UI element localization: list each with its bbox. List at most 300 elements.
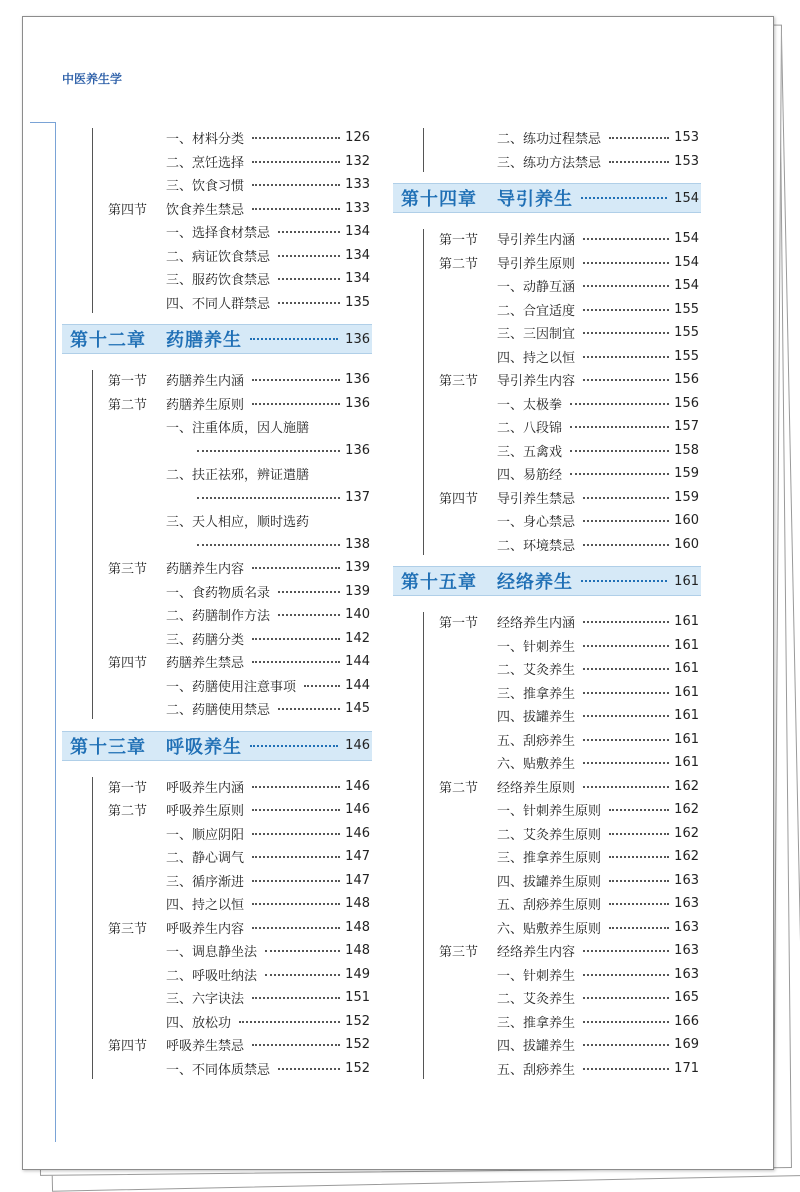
dot-leader [252, 927, 340, 929]
toc-item-row[interactable] [393, 126, 701, 150]
toc-item-row[interactable] [393, 321, 701, 345]
item-title: 二、练功过程禁忌 [497, 132, 602, 148]
dot-leader [570, 473, 669, 475]
dot-leader [609, 927, 669, 929]
chapter-heading[interactable] [393, 183, 701, 213]
item-title: 二、烹饪选择 [166, 155, 245, 171]
page-number: 139 [345, 560, 370, 576]
toc-item-row[interactable] [393, 1057, 701, 1081]
page-number: 163 [674, 919, 699, 935]
toc-item-row[interactable] [62, 603, 372, 627]
dot-leader [583, 1044, 669, 1046]
page-number: 171 [674, 1060, 699, 1076]
page-number: 152 [345, 1037, 370, 1053]
section-number: 第一节 [439, 233, 479, 249]
chapter-heading[interactable] [393, 566, 701, 596]
dot-leader [583, 762, 669, 764]
page-number: 161 [674, 661, 699, 677]
chapter-page-number: 161 [674, 573, 699, 589]
dot-leader [197, 544, 340, 546]
dot-leader [252, 161, 340, 163]
dot-leader [583, 285, 669, 287]
dot-leader [278, 255, 340, 257]
item-title: 一、顺应阴阳 [166, 827, 245, 843]
toc-item-row[interactable] [62, 845, 372, 869]
page-number: 161 [674, 755, 699, 771]
item-title: 二、八段锦 [497, 421, 563, 437]
page-number: 138 [345, 536, 370, 552]
chapter-title: 呼吸养生 [166, 736, 242, 758]
item-title: 四、不同人群禁忌 [166, 296, 271, 312]
dot-leader [609, 880, 669, 882]
page-number: 147 [345, 849, 370, 865]
dot-leader [252, 786, 340, 788]
section-title: 药膳养生内涵 [166, 374, 245, 390]
dot-leader [252, 1044, 340, 1046]
toc-item-row[interactable] [62, 509, 372, 533]
toc-section-row[interactable] [62, 775, 372, 799]
section-title: 导引养生内容 [497, 374, 576, 390]
chapter-number: 第十四章 [401, 189, 477, 210]
toc-item-row[interactable] [393, 439, 701, 463]
page-number: 152 [345, 1060, 370, 1076]
item-title: 二、静心调气 [166, 851, 245, 867]
page-number: 134 [345, 247, 370, 263]
section-number: 第二节 [108, 397, 148, 413]
dot-leader [581, 197, 667, 199]
dot-leader [583, 786, 669, 788]
dot-leader [252, 661, 340, 663]
dot-leader [265, 950, 340, 952]
toc-item-row[interactable] [393, 634, 701, 658]
page-number: 165 [674, 990, 699, 1006]
page-number: 162 [674, 802, 699, 818]
toc-item-row[interactable] [393, 298, 701, 322]
dot-leader [583, 645, 669, 647]
page-number: 154 [674, 278, 699, 294]
toc-item-row[interactable] [62, 462, 372, 486]
toc-continuation-row[interactable] [62, 486, 372, 510]
toc-item-row[interactable] [393, 392, 701, 416]
toc-item-row[interactable] [393, 845, 701, 869]
toc-section-row[interactable] [393, 227, 701, 251]
page-number: 161 [674, 614, 699, 630]
toc-section-row[interactable] [62, 392, 372, 416]
section-number: 第四节 [439, 491, 479, 507]
chapter-page-number: 154 [674, 190, 699, 206]
page-number: 149 [345, 966, 370, 982]
item-title: 一、不同体质禁忌 [166, 1062, 271, 1078]
toc-item-row[interactable] [393, 704, 701, 728]
toc-item-row[interactable] [393, 274, 701, 298]
item-title: 一、针刺养生原则 [497, 804, 602, 820]
toc-item-row[interactable] [62, 173, 372, 197]
page-number: 134 [345, 271, 370, 287]
page-number: 163 [674, 896, 699, 912]
chapter-heading[interactable] [62, 731, 372, 761]
section-title: 药膳养生禁忌 [166, 656, 245, 672]
item-title: 三、天人相应，顺时选药 [166, 515, 310, 531]
dot-leader [278, 708, 340, 710]
dot-leader [583, 692, 669, 694]
dot-leader [609, 833, 669, 835]
section-title: 呼吸养生内容 [166, 921, 245, 937]
toc-item-row[interactable] [62, 126, 372, 150]
page-number: 163 [674, 872, 699, 888]
item-title: 一、注重体质，因人施膳 [166, 421, 310, 437]
item-title: 二、病证饮食禁忌 [166, 249, 271, 265]
dot-leader [252, 567, 340, 569]
dot-leader [583, 262, 669, 264]
page-number: 145 [345, 701, 370, 717]
item-title: 四、易筋经 [497, 468, 563, 484]
dot-leader [583, 1021, 669, 1023]
section-title: 呼吸养生禁忌 [166, 1039, 245, 1055]
toc-item-row[interactable] [393, 533, 701, 557]
toc-item-row[interactable] [393, 822, 701, 846]
toc-section-row[interactable] [62, 916, 372, 940]
section-number: 第二节 [439, 780, 479, 796]
chapter-number: 第十二章 [70, 330, 146, 351]
item-title: 二、合宜适度 [497, 303, 576, 319]
item-title: 三、服药饮食禁忌 [166, 273, 271, 289]
toc-section-row[interactable] [62, 556, 372, 580]
toc-item-row[interactable] [393, 892, 701, 916]
item-title: 一、食药物质名录 [166, 585, 271, 601]
group-rule [423, 229, 424, 555]
page-number: 148 [345, 896, 370, 912]
toc-section-row[interactable] [393, 486, 701, 510]
section-number: 第一节 [439, 616, 479, 632]
dot-leader [252, 208, 340, 210]
toc-section-row[interactable] [62, 798, 372, 822]
toc-section-row[interactable] [393, 939, 701, 963]
dot-leader [252, 184, 340, 186]
dot-leader [278, 1068, 340, 1070]
page-number: 155 [674, 301, 699, 317]
toc-section-row[interactable] [62, 1033, 372, 1057]
dot-leader [583, 715, 669, 717]
page-number: 139 [345, 583, 370, 599]
page-number: 161 [674, 708, 699, 724]
toc-item-row[interactable] [62, 674, 372, 698]
dot-leader [278, 278, 340, 280]
page-number: 154 [674, 254, 699, 270]
page-number: 155 [674, 348, 699, 364]
section-number: 第三节 [108, 562, 148, 578]
page-number: 136 [345, 442, 370, 458]
section-title: 饮食养生禁忌 [166, 202, 245, 218]
section-number: 第三节 [108, 921, 148, 937]
page-number: 135 [345, 294, 370, 310]
dot-leader [570, 450, 669, 452]
margin-rule-tick [30, 122, 55, 123]
dot-leader [252, 403, 340, 405]
toc-item-row[interactable] [393, 345, 701, 369]
dot-leader [278, 591, 340, 593]
section-title: 药膳养生原则 [166, 397, 245, 413]
chapter-title: 导引养生 [497, 189, 573, 210]
item-title: 三、饮食习惯 [166, 179, 245, 195]
item-title: 五、刮痧养生原则 [497, 898, 602, 914]
item-title: 三、五禽戏 [497, 444, 563, 460]
item-title: 三、药膳分类 [166, 632, 245, 648]
section-number: 第三节 [439, 945, 479, 961]
dot-leader [609, 161, 669, 163]
page-number: 161 [674, 684, 699, 700]
section-title: 经络养生原则 [497, 780, 576, 796]
dot-leader [583, 739, 669, 741]
page-number: 132 [345, 153, 370, 169]
group-rule [92, 777, 93, 1079]
dot-leader [239, 1021, 340, 1023]
group-rule [423, 128, 424, 172]
dot-leader [583, 997, 669, 999]
toc-section-row[interactable] [393, 775, 701, 799]
toc-item-row[interactable] [62, 939, 372, 963]
dot-leader [609, 903, 669, 905]
running-head: 中医养生学 [62, 72, 123, 86]
toc-item-row[interactable] [62, 892, 372, 916]
section-number: 第四节 [108, 656, 148, 672]
toc-item-row[interactable] [62, 291, 372, 315]
toc-item-row[interactable] [393, 728, 701, 752]
dot-leader [583, 309, 669, 311]
toc-item-row[interactable] [62, 627, 372, 651]
chapter-page-number: 136 [345, 331, 370, 347]
dot-leader [252, 379, 340, 381]
toc-item-row[interactable] [393, 681, 701, 705]
toc-item-row[interactable] [62, 822, 372, 846]
dot-leader [609, 809, 669, 811]
toc-item-row[interactable] [62, 267, 372, 291]
toc-section-row[interactable] [62, 368, 372, 392]
dot-leader [278, 231, 340, 233]
toc-item-row[interactable] [393, 1010, 701, 1034]
dot-leader [609, 856, 669, 858]
section-title: 经络养生内容 [497, 945, 576, 961]
chapter-title: 药膳养生 [166, 330, 242, 351]
toc-continuation-row[interactable] [62, 439, 372, 463]
toc-item-row[interactable] [393, 462, 701, 486]
dot-leader [250, 745, 338, 747]
toc-continuation-row[interactable] [62, 533, 372, 557]
page-number: 161 [674, 731, 699, 747]
toc-item-row[interactable] [393, 963, 701, 987]
dot-leader [252, 903, 340, 905]
chapter-page-number: 146 [345, 738, 370, 753]
section-number: 第三节 [439, 374, 479, 390]
item-title: 四、放松功 [166, 1015, 232, 1031]
toc-item-row[interactable] [62, 1010, 372, 1034]
chapter-number: 第十五章 [401, 572, 477, 593]
section-title: 经络养生内涵 [497, 616, 576, 632]
section-number: 第二节 [108, 804, 148, 820]
page-number: 146 [345, 802, 370, 818]
item-title: 三、推拿养生 [497, 686, 576, 702]
toc-item-row[interactable] [62, 986, 372, 1010]
toc-item-row[interactable] [393, 986, 701, 1010]
item-title: 二、艾灸养生 [497, 992, 576, 1008]
section-title: 呼吸养生原则 [166, 804, 245, 820]
dot-leader [581, 580, 667, 582]
toc-item-row[interactable] [393, 415, 701, 439]
page-number: 159 [674, 489, 699, 505]
dot-leader [252, 833, 340, 835]
group-rule [423, 612, 424, 1079]
page-number: 153 [674, 130, 699, 146]
page-number: 162 [674, 825, 699, 841]
section-number: 第二节 [439, 256, 479, 272]
group-rule [92, 370, 93, 719]
toc-item-row[interactable] [393, 751, 701, 775]
page-number: 134 [345, 224, 370, 240]
dot-leader [583, 974, 669, 976]
margin-rule [55, 122, 56, 1142]
chapter-heading[interactable] [62, 324, 372, 354]
page-number: 133 [345, 177, 370, 193]
item-title: 六、贴敷养生 [497, 757, 576, 773]
section-title: 导引养生原则 [497, 256, 576, 272]
item-title: 四、持之以恒 [497, 350, 576, 366]
page-number: 163 [674, 966, 699, 982]
toc-section-row[interactable] [62, 650, 372, 674]
item-title: 三、三因制宜 [497, 327, 576, 343]
toc-item-row[interactable] [62, 220, 372, 244]
item-title: 一、材料分类 [166, 132, 245, 148]
section-number: 第一节 [108, 780, 148, 796]
item-title: 六、贴敷养生原则 [497, 921, 602, 937]
item-title: 五、刮痧养生 [497, 1062, 576, 1078]
dot-leader [583, 544, 669, 546]
toc-item-row[interactable] [62, 244, 372, 268]
toc-section-row[interactable] [393, 368, 701, 392]
section-number: 第四节 [108, 1039, 148, 1055]
item-title: 二、艾灸养生原则 [497, 827, 602, 843]
dot-leader [583, 668, 669, 670]
item-title: 一、动静互涵 [497, 280, 576, 296]
section-number: 第一节 [108, 374, 148, 390]
page-number: 162 [674, 849, 699, 865]
toc-item-row[interactable] [62, 697, 372, 721]
page-number: 156 [674, 395, 699, 411]
chapter-number: 第十三章 [70, 736, 146, 758]
toc-item-row[interactable] [62, 963, 372, 987]
item-title: 三、推拿养生原则 [497, 851, 602, 867]
toc-column-left [62, 126, 372, 1080]
section-title: 药膳养生内容 [166, 562, 245, 578]
item-title: 一、调息静坐法 [166, 945, 258, 961]
dot-leader [197, 450, 340, 452]
toc-section-row[interactable] [62, 197, 372, 221]
toc-item-row[interactable] [62, 150, 372, 174]
toc-item-row[interactable] [62, 415, 372, 439]
page-number: 151 [345, 990, 370, 1006]
page-number: 169 [674, 1037, 699, 1053]
item-title: 四、持之以恒 [166, 898, 245, 914]
dot-leader [265, 974, 340, 976]
toc-item-row[interactable] [62, 869, 372, 893]
dot-leader [197, 497, 340, 499]
dot-leader [252, 137, 340, 139]
page-number: 155 [674, 325, 699, 341]
toc-item-row[interactable] [393, 916, 701, 940]
page-number: 161 [674, 637, 699, 653]
item-title: 三、练功方法禁忌 [497, 155, 602, 171]
group-rule [92, 128, 93, 313]
toc-item-row[interactable] [393, 150, 701, 174]
page-number: 163 [674, 943, 699, 959]
toc-item-row[interactable] [393, 798, 701, 822]
page-number: 148 [345, 943, 370, 959]
page-number: 133 [345, 200, 370, 216]
dot-leader [252, 638, 340, 640]
page-number: 160 [674, 513, 699, 529]
dot-leader [583, 332, 669, 334]
page-number: 158 [674, 442, 699, 458]
toc-item-row[interactable] [62, 1057, 372, 1081]
dot-leader [304, 685, 340, 687]
page-number: 147 [345, 872, 370, 888]
dot-leader [252, 856, 340, 858]
page-number: 126 [345, 130, 370, 146]
page-number: 166 [674, 1013, 699, 1029]
dot-leader [609, 137, 669, 139]
page-number: 146 [345, 778, 370, 794]
item-title: 一、针刺养生 [497, 639, 576, 655]
dot-leader [278, 302, 340, 304]
dot-leader [250, 338, 338, 340]
toc-item-row[interactable] [393, 657, 701, 681]
dot-leader [583, 497, 669, 499]
item-title: 一、身心禁忌 [497, 515, 576, 531]
item-title: 二、艾灸养生 [497, 663, 576, 679]
item-title: 二、扶正祛邪，辨证遣膳 [166, 468, 310, 484]
section-title: 导引养生内涵 [497, 233, 576, 249]
page-number: 137 [345, 489, 370, 505]
item-title: 一、药膳使用注意事项 [166, 679, 297, 695]
item-title: 三、推拿养生 [497, 1015, 576, 1031]
page-number: 136 [345, 395, 370, 411]
toc-column-right [393, 126, 701, 1080]
chapter-title: 经络养生 [497, 572, 573, 593]
dot-leader [278, 614, 340, 616]
toc-section-row[interactable] [393, 610, 701, 634]
dot-leader [583, 356, 669, 358]
dot-leader [583, 950, 669, 952]
item-title: 一、选择食材禁忌 [166, 226, 271, 242]
page-number: 140 [345, 607, 370, 623]
dot-leader [583, 1068, 669, 1070]
item-title: 四、拔罐养生原则 [497, 874, 602, 890]
item-title: 三、六字诀法 [166, 992, 245, 1008]
toc-section-row[interactable] [393, 251, 701, 275]
page-number: 136 [345, 372, 370, 388]
section-title: 呼吸养生内涵 [166, 780, 245, 796]
item-title: 四、拔罐养生 [497, 710, 576, 726]
page-number: 152 [345, 1013, 370, 1029]
toc-item-row[interactable] [393, 869, 701, 893]
dot-leader [252, 809, 340, 811]
dot-leader [252, 997, 340, 999]
toc-item-row[interactable] [393, 1033, 701, 1057]
toc-item-row[interactable] [62, 580, 372, 604]
toc-item-row[interactable] [393, 509, 701, 533]
dot-leader [570, 403, 669, 405]
page-number: 148 [345, 919, 370, 935]
section-title: 导引养生禁忌 [497, 491, 576, 507]
page-number: 156 [674, 372, 699, 388]
